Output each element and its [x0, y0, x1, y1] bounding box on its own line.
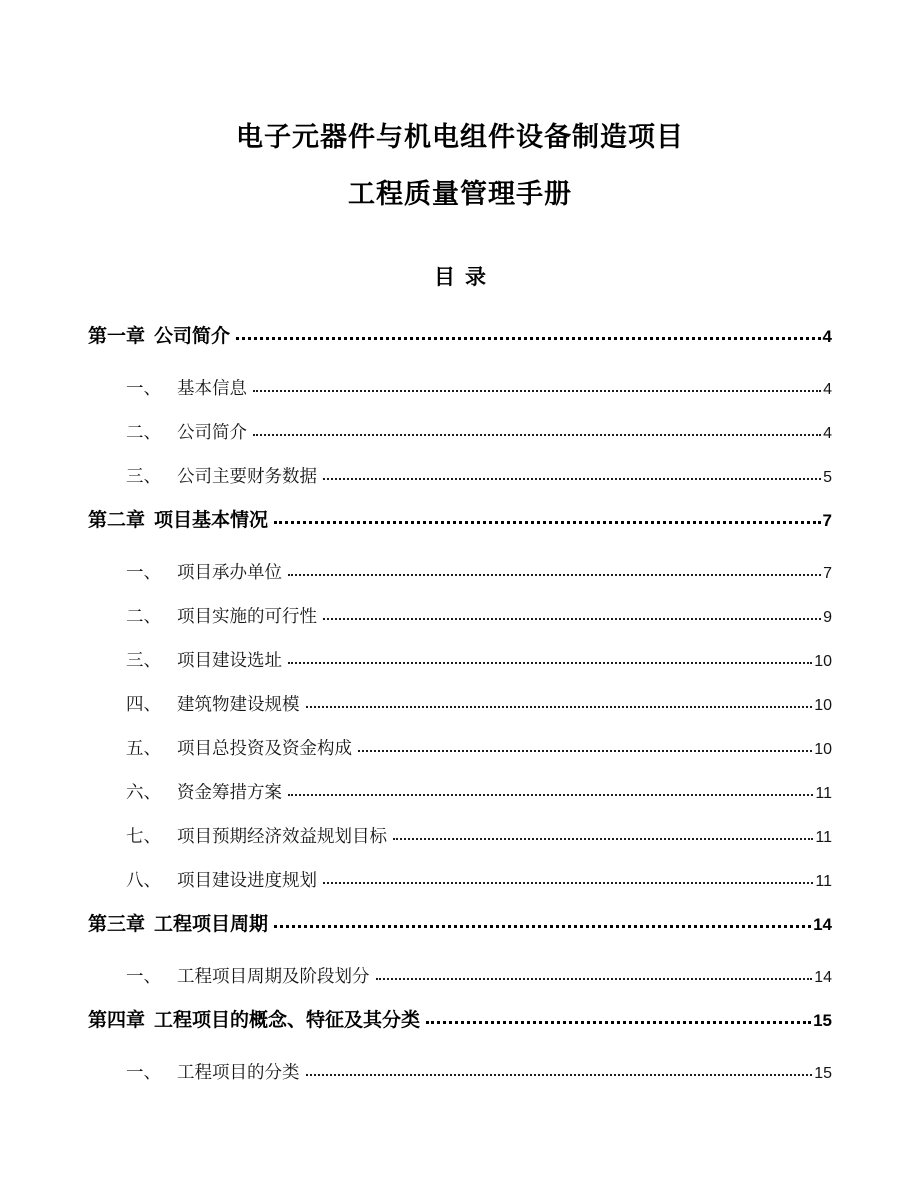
toc-entry-title: 工程项目的概念、特征及其分类 [154, 1010, 421, 1031]
dot-leader [306, 706, 813, 708]
toc-entry-title: 基本信息 [177, 378, 247, 398]
toc-entry-title: 资金筹措方案 [177, 782, 282, 802]
toc-entry-number: 八、 [126, 870, 161, 890]
toc-entry-title: 项目预期经济效益规划目标 [177, 826, 387, 846]
dot-leader [323, 478, 821, 480]
toc-entry-title: 公司简介 [177, 422, 247, 442]
toc-entry-chapter[interactable] [88, 324, 832, 350]
dot-leader [288, 662, 812, 664]
toc-entry-number: 一、 [126, 966, 161, 986]
toc-entry-page-number: 7 [822, 511, 832, 530]
toc-entry-title: 项目实施的可行性 [177, 606, 317, 626]
toc-entry-sub[interactable] [88, 964, 832, 990]
dot-leader [393, 838, 813, 840]
dot-leader [323, 618, 821, 620]
toc-entry-page-number: 11 [815, 873, 832, 890]
dot-leader [274, 521, 821, 524]
dot-leader [306, 1074, 813, 1076]
toc-entry-sub[interactable] [88, 464, 832, 490]
toc-entry-sub[interactable] [88, 648, 832, 674]
toc-entry-sub[interactable] [88, 376, 832, 402]
toc-entry-number: 一、 [126, 562, 161, 582]
dot-leader [288, 794, 813, 796]
toc-entry-title: 项目建设进度规划 [177, 870, 317, 890]
dot-leader [376, 978, 813, 980]
toc-entry-number: 七、 [126, 826, 161, 846]
document-title-line1: 电子元器件与机电组件设备制造项目 [236, 122, 684, 152]
toc-entry-page-number: 10 [814, 697, 832, 714]
dot-leader [426, 1021, 811, 1024]
toc-entry-title: 项目总投资及资金构成 [177, 738, 352, 758]
toc-entry-chapter[interactable] [88, 912, 832, 938]
toc-entry-number: 二、 [126, 422, 161, 442]
dot-leader [288, 574, 821, 576]
toc-entry-number: 四、 [126, 694, 161, 714]
toc-entry-page-number: 10 [814, 653, 832, 670]
toc-entry-sub[interactable] [88, 824, 832, 850]
toc-entry-number: 一、 [126, 1062, 161, 1082]
toc-entry-number: 第四章 [88, 1010, 146, 1031]
toc-entry-sub[interactable] [88, 868, 832, 894]
toc-entry-page-number: 14 [814, 969, 832, 986]
dot-leader [323, 882, 813, 884]
toc-entry-sub[interactable] [88, 692, 832, 718]
toc-entry-page-number: 14 [813, 915, 832, 934]
dot-leader [358, 750, 812, 752]
toc-entry-sub[interactable] [88, 560, 832, 586]
toc-entry-chapter[interactable] [88, 508, 832, 534]
toc-entry-sub[interactable] [88, 736, 832, 762]
toc-heading: 目录 [434, 265, 496, 289]
toc-entry-page-number: 11 [815, 829, 832, 846]
toc-entry-page-number: 4 [822, 327, 832, 346]
toc-entry-number: 五、 [126, 738, 161, 758]
toc-entry-number: 二、 [126, 606, 161, 626]
toc-list [88, 324, 832, 1086]
toc-entry-page-number: 5 [823, 469, 832, 486]
toc-entry-title: 公司简介 [154, 326, 231, 347]
toc-entry-title: 工程项目周期 [154, 914, 269, 935]
toc-entry-title: 项目建设选址 [177, 650, 282, 670]
dot-leader [253, 390, 821, 392]
dot-leader [253, 434, 821, 436]
toc-entry-page-number: 15 [813, 1011, 832, 1030]
toc-entry-page-number: 15 [814, 1065, 832, 1082]
toc-entry-number: 三、 [126, 466, 161, 486]
toc-entry-sub[interactable] [88, 1060, 832, 1086]
toc-entry-sub[interactable] [88, 604, 832, 630]
toc-entry-page-number: 10 [814, 741, 832, 758]
toc-entry-title: 工程项目周期及阶段划分 [177, 966, 370, 986]
toc-entry-title: 工程项目的分类 [177, 1062, 300, 1082]
toc-entry-number: 一、 [126, 378, 161, 398]
toc-entry-title: 项目承办单位 [177, 562, 282, 582]
toc-entry-number: 六、 [126, 782, 161, 802]
toc-entry-number: 第二章 [88, 510, 146, 531]
toc-entry-title: 建筑物建设规模 [177, 694, 300, 714]
toc-entry-sub[interactable] [88, 420, 832, 446]
toc-entry-title: 项目基本情况 [154, 510, 269, 531]
toc-entry-page-number: 11 [815, 785, 832, 802]
toc-entry-number: 第三章 [88, 914, 146, 935]
toc-entry-title: 公司主要财务数据 [177, 466, 317, 486]
dot-leader [236, 337, 821, 340]
toc-entry-page-number: 7 [823, 565, 832, 582]
toc-entry-sub[interactable] [88, 780, 832, 806]
toc-entry-page-number: 9 [823, 609, 832, 626]
toc-entry-page-number: 4 [823, 425, 832, 442]
toc-entry-number: 第一章 [88, 326, 146, 347]
toc-entry-chapter[interactable] [88, 1008, 832, 1034]
toc-entry-number: 三、 [126, 650, 161, 670]
document-title-line2: 工程质量管理手册 [348, 179, 572, 209]
toc-entry-page-number: 4 [823, 381, 832, 398]
dot-leader [274, 925, 811, 928]
